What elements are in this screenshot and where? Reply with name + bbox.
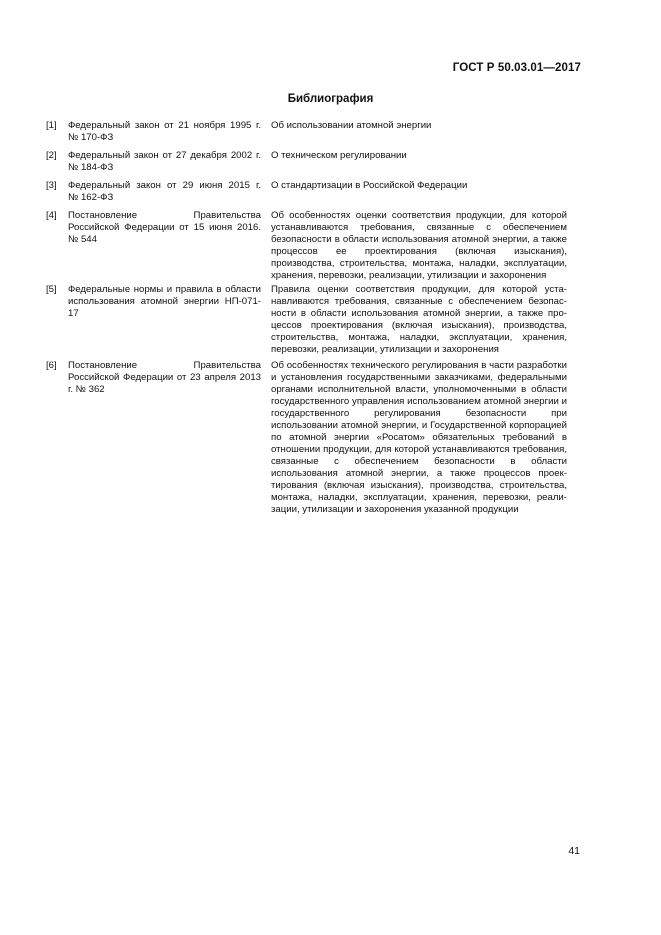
entry-source-line-2: № 162-ФЗ bbox=[68, 192, 114, 203]
entry-source bbox=[68, 180, 271, 204]
entry-number: [1] bbox=[46, 120, 57, 131]
entry-source: Постановление Правительства Российской Федерации от 15 июня 2016. № 544 bbox=[68, 210, 261, 245]
entry-source-line-1: Федеральный закон от 29 июня 2015 г. bbox=[68, 180, 261, 191]
bibliography-list bbox=[46, 120, 585, 522]
entry-source-line-2: № 170-ФЗ bbox=[68, 132, 114, 143]
entry-source-line-1: Федеральный закон от 21 ноября 1995 г. bbox=[68, 120, 261, 131]
entry-source-line-2: № 184-ФЗ bbox=[68, 162, 114, 173]
entry-number: [3] bbox=[46, 180, 57, 191]
bibliography-entry-5 bbox=[46, 284, 585, 356]
entry-description: Правила оценки соответствия продукции, для которой устанавливаются требования, связанные с обеспечением безопасности в области использования атомной энергии, а также процессов проектирования (включая изыскания), производства, строительства, монтажа, наладки, эксплуатации, хранения, перевозки, реализации, утилизации и захоронения bbox=[271, 284, 567, 355]
entry-source bbox=[68, 150, 271, 174]
entry-description: Об использовании атомной энергии bbox=[271, 120, 432, 131]
entry-description: Об особенностях технического регулирования в части разработки и установления государственными заказчиками, федеральными органами исполнительной власти, уполномоченными в области государственного управления использованием атомной энергии и государственного регулирования безопасности при использовании атомной энергии, и Государственной корпорацией по атомной энергии «Росатом» обязательных требований в отношении продукции, для которой устанавливаются требования, связанные с обеспечением безопасности в области использования атомной энергии, а также процессов проектирования (включая изыскания), производства, строительства, монтажа, наладки, эксплуатации, хранения, перевозки, реализации, утилизации и захоронения указанной продукции bbox=[271, 360, 567, 515]
bibliography-entry-2 bbox=[46, 150, 585, 174]
entry-description: Об особенностях оценки соответствия продукции, для которой устанавливаются требования, связанные с обеспечением безопасности в области использования атомной энергии, а также процессов ее проектирования (включая изыскания), производства, строительства, монтажа, наладки, эксплуатации, хранения, перевозки, реализации, утилизации и захоронения bbox=[271, 210, 567, 281]
document-code: ГОСТ Р 50.03.01—2017 bbox=[452, 62, 581, 74]
bibliography-entry-4 bbox=[46, 210, 585, 282]
entry-source: Федеральные нормы и правила в области использования атомной энергии НП-071-17 bbox=[68, 284, 261, 319]
bibliography-entry-1 bbox=[46, 120, 585, 144]
bibliography-entry-6 bbox=[46, 360, 585, 516]
entry-source-line-1: Федеральный закон от 27 декабря 2002 г. bbox=[68, 150, 261, 161]
entry-source bbox=[68, 120, 271, 144]
page-number: 41 bbox=[568, 845, 580, 857]
entry-number: [2] bbox=[46, 150, 57, 161]
entry-description: О стандартизации в Российской Федерации bbox=[271, 180, 468, 191]
entry-number: [6] bbox=[46, 360, 57, 371]
entry-number: [4] bbox=[46, 210, 57, 221]
entry-source: Постановление Правительства Российской Федерации от 23 апреля 2013 г. № 362 bbox=[68, 360, 261, 395]
bibliography-entry-3 bbox=[46, 180, 585, 204]
entry-description: О техническом регулировании bbox=[271, 150, 407, 161]
entry-number: [5] bbox=[46, 284, 57, 295]
page-title: Библиография bbox=[287, 93, 374, 105]
